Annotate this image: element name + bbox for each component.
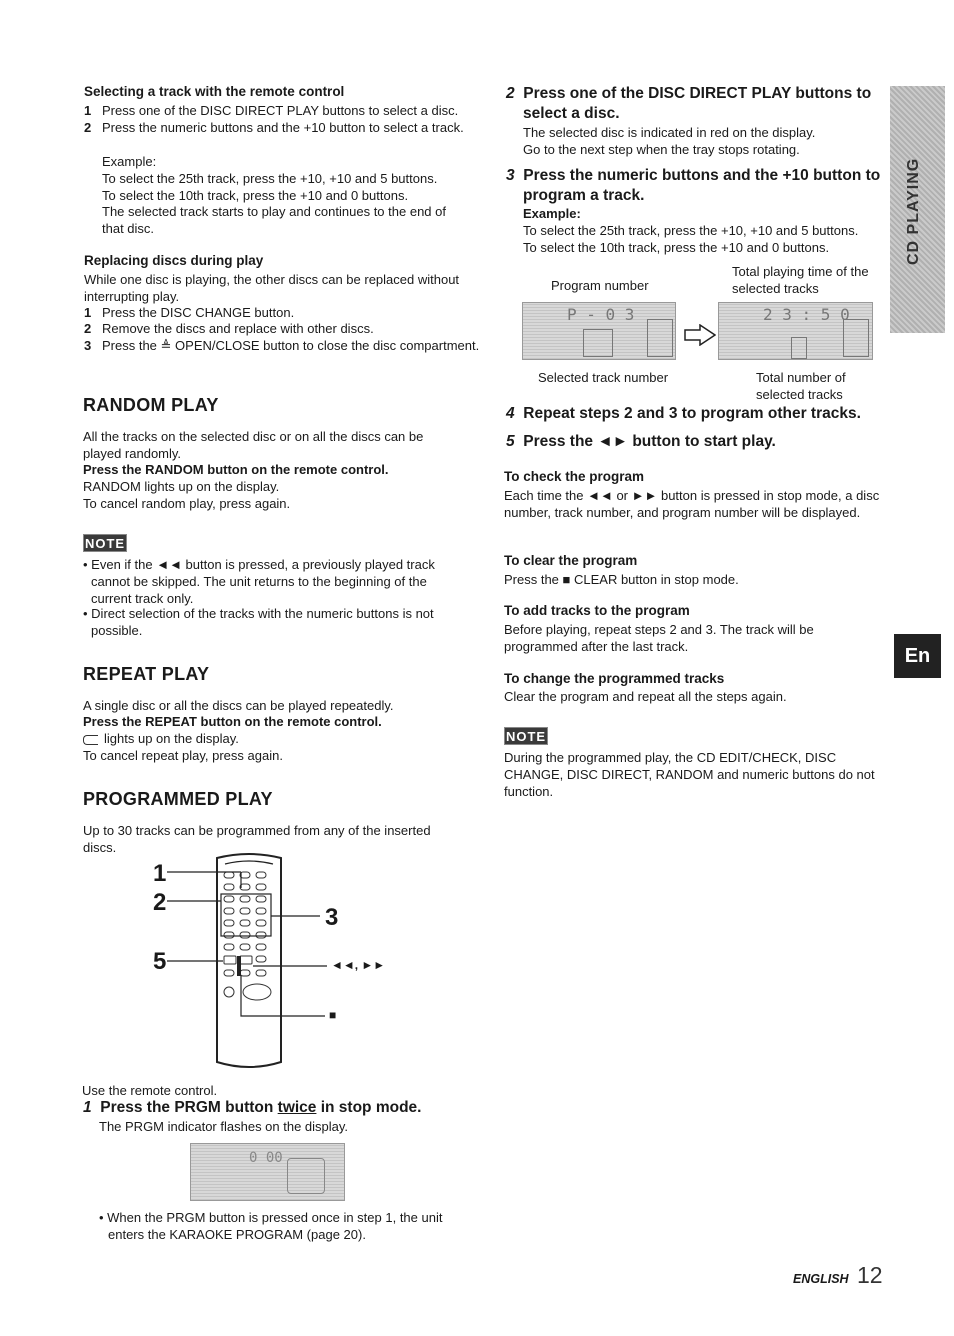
paragraph: Before playing, repeat steps 2 and 3. The track will be programmed after the last track. — [504, 622, 814, 654]
step-3-title: 3 Press the numeric buttons and the +10 button to program a track. — [506, 167, 881, 204]
lcd-readout: 2 3 : 5 0 — [763, 305, 850, 324]
paragraph: Press the ■ CLEAR button in stop mode. — [504, 572, 739, 587]
note-text: During the programmed play, the CD EDIT/CHECK, DISC CHANGE, DISC DIRECT, RANDOM and numeric buttons do not function. — [504, 750, 875, 799]
disc-tray-icon — [287, 1158, 325, 1194]
section-title-replacing-discs: Replacing discs during play — [84, 253, 264, 268]
paragraph: lights up on the display. — [83, 730, 239, 747]
note-badge: NOTE — [505, 729, 547, 744]
track-count-box — [791, 337, 807, 359]
disc-indicator — [843, 319, 869, 357]
disc-indicator — [647, 319, 673, 357]
paragraph: Go to the next step when the tray stops rotating. — [523, 142, 800, 157]
lcd-display-program — [522, 302, 676, 360]
label-total-tracks: Total number of selected tracks — [756, 370, 846, 402]
step-5-title: 5 Press the ◄► button to start play. — [506, 433, 776, 450]
instruction-bold: Press the REPEAT button on the remote control. — [83, 714, 382, 729]
paragraph: To cancel random play, press again. — [83, 496, 291, 511]
paragraph: The selected disc is indicated in red on the display. — [523, 125, 816, 140]
example-text: To select the 25th track, press the +10, +10 and 5 buttons. — [523, 223, 859, 238]
callout-stop-button: ■ — [329, 1008, 337, 1022]
section-title-clear: To clear the program — [504, 553, 638, 568]
paragraph: The PRGM indicator flashes on the display. — [99, 1119, 349, 1134]
heading-random-play: RANDOM PLAY — [83, 395, 219, 415]
example-text: The selected track starts to play and continues to the end of that disc. — [102, 204, 446, 236]
note-badge: NOTE — [84, 536, 126, 551]
callout-5: 5 — [153, 948, 167, 975]
side-tab-label: CD PLAYING — [905, 157, 922, 265]
label-program-number: Program number — [551, 278, 649, 293]
lcd-readout: P - 0 3 — [567, 305, 635, 324]
side-tab-cd-playing — [890, 86, 945, 333]
example-label: Example: — [102, 154, 157, 169]
section-title-add: To add tracks to the program — [504, 603, 690, 618]
callout-skip-buttons: ◄◄, ►► — [331, 958, 386, 972]
language-tab-en: En — [894, 634, 941, 678]
example-label: Example: — [523, 206, 581, 221]
page-number: 12 — [857, 1262, 883, 1288]
instruction-bold: Press the RANDOM button on the remote control. — [83, 462, 389, 477]
paragraph: To cancel repeat play, press again. — [83, 748, 283, 763]
list-item: 2 Remove the discs and replace with other discs. — [84, 321, 374, 336]
lcd-display-prgm — [190, 1143, 345, 1201]
step-4-title: 4 Repeat steps 2 and 3 to program other tracks. — [506, 405, 861, 422]
paragraph: RANDOM lights up on the display. — [83, 479, 280, 494]
list-item: 3 Press the ≜ OPEN/CLOSE button to close the disc compartment. — [84, 338, 480, 353]
note-item: • When the PRGM button is pressed once in step 1, the unit enters the KARAOKE PROGRAM (page 20). — [99, 1210, 443, 1242]
repeat-indicator-icon — [83, 735, 98, 745]
note-item: • Direct selection of the tracks with the numeric buttons is not possible. — [83, 606, 434, 638]
heading-programmed-play: PROGRAMMED PLAY — [83, 789, 273, 809]
remote-control-illustration — [145, 850, 405, 1075]
paragraph: A single disc or all the discs can be played repeatedly. — [83, 698, 394, 713]
callout-3: 3 — [325, 904, 339, 931]
paragraph: Each time the ◄◄ or ►► button is pressed in stop mode, a disc number, track number, and program number will be displayed. — [504, 488, 880, 520]
footer-language: ENGLISH — [793, 1272, 849, 1286]
example-text: To select the 25th track, press the +10, +10 and 5 buttons. — [102, 171, 438, 186]
paragraph: All the tracks on the selected disc or on all the discs can be played randomly. — [83, 429, 424, 461]
track-digit-box — [583, 329, 613, 357]
list-item: 2 Press the numeric buttons and the +10 button to select a track. — [84, 120, 464, 135]
lcd-display-total — [718, 302, 873, 360]
label-total-playing-time: Total playing time of the selected tracks — [732, 264, 869, 296]
heading-repeat-play: REPEAT PLAY — [83, 664, 210, 684]
list-item: 1 Press the DISC CHANGE button. — [84, 305, 295, 320]
step-1-title: 1 Press the PRGM button twice in stop mode. — [83, 1099, 422, 1116]
paragraph: Clear the program and repeat all the steps again. — [504, 689, 787, 704]
list-item: 1 Press one of the DISC DIRECT PLAY buttons to select a disc. — [84, 103, 459, 118]
section-title-selecting-track: Selecting a track with the remote control — [84, 84, 345, 99]
paragraph: Use the remote control. — [82, 1083, 218, 1098]
section-title-check: To check the program — [504, 469, 645, 484]
callout-1: 1 — [153, 860, 167, 887]
paragraph: Up to 30 tracks can be programmed from any of the inserted discs. — [83, 823, 431, 855]
step-2-title: 2 Press one of the DISC DIRECT PLAY buttons to select a disc. — [506, 85, 872, 122]
note-item: • Even if the ◄◄ button is pressed, a previously played track cannot be skipped. The unit returns to the beginning of the current track only. — [83, 557, 435, 606]
lcd-readout: 0 00 — [249, 1150, 283, 1166]
example-text: To select the 10th track, press the +10 and 0 buttons. — [102, 188, 409, 203]
label-selected-track: Selected track number — [538, 370, 669, 385]
callout-2: 2 — [153, 889, 167, 916]
paragraph: While one disc is playing, the other discs can be replaced without interrupting play. — [84, 272, 460, 304]
section-title-change: To change the programmed tracks — [504, 671, 725, 686]
arrow-right-icon — [684, 324, 716, 351]
example-text: To select the 10th track, press the +10 and 0 buttons. — [523, 240, 830, 255]
